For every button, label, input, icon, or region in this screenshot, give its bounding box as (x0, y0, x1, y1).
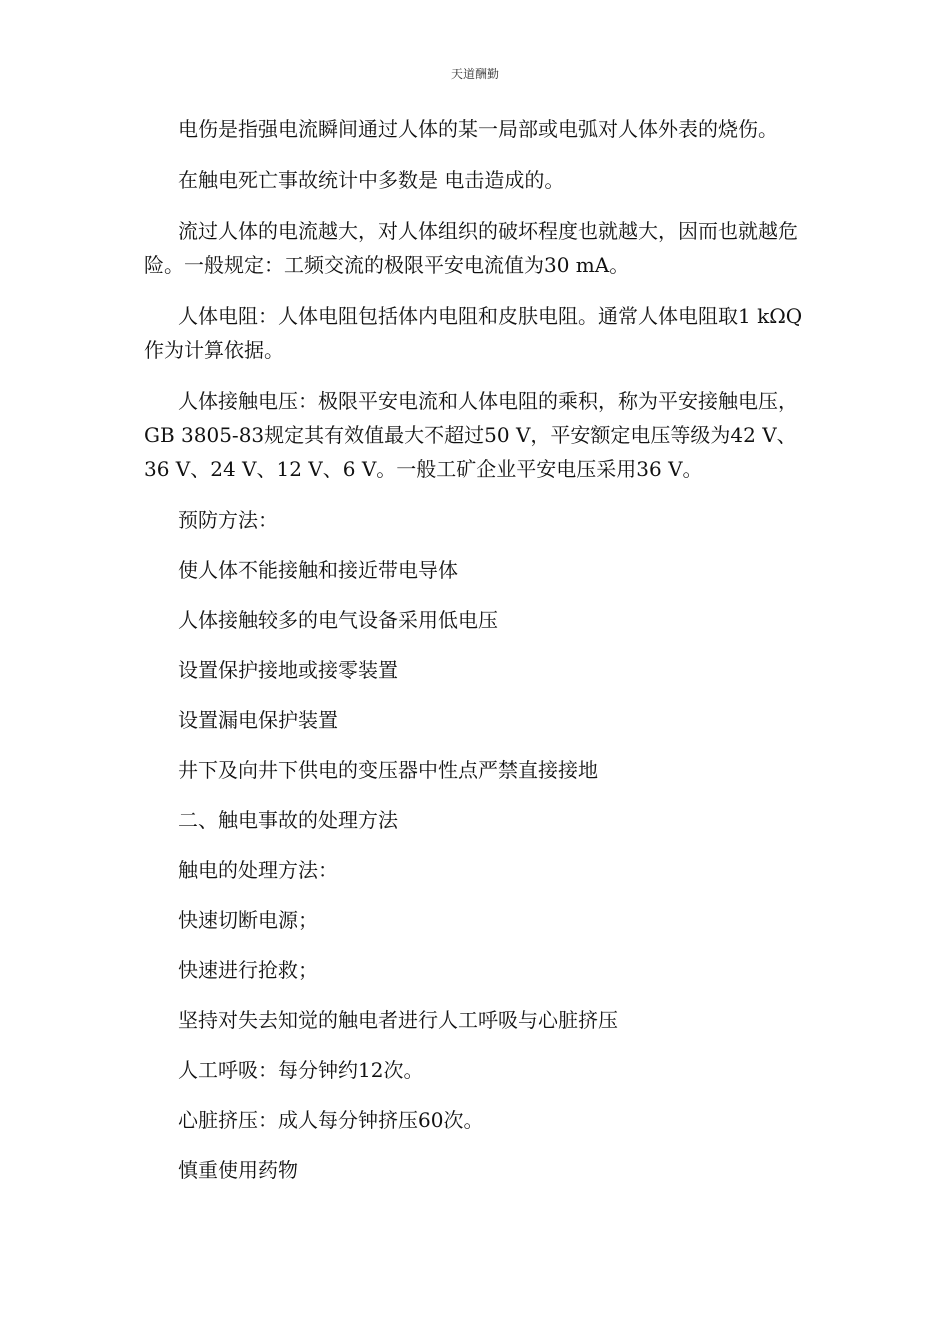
list-item-handling-3: 坚持对失去知觉的触电者进行人工呼吸与心脏挤压 (178, 1008, 618, 1032)
document-body (144, 112, 806, 1203)
list-item-artificial-respiration: 人工呼吸：每分钟约12次。 (178, 1058, 424, 1082)
paragraph-electric-injury: 电伤是指强电流瞬间通过人体的某一局部或电弧对人体外表的烧伤。 (178, 117, 778, 141)
list-item-prevention-5: 井下及向井下供电的变压器中性点严禁直接接地 (178, 758, 598, 782)
list-item-heart-compression: 心脏挤压：成人每分钟挤压60次。 (178, 1108, 484, 1132)
section-heading-accident-handling: 二、触电事故的处理方法 (178, 808, 398, 832)
paragraph-body-resistance: 人体电阻：人体电阻包括体内电阻和皮肤电阻。通常人体电阻取1 kΩQ作为计算依据。 (144, 304, 803, 362)
heading-handling-methods: 触电的处理方法： (178, 858, 338, 882)
paragraph-current-limit: 流过人体的电流越大，对人体组织的破坏程度也就越大，因而也就越危险。一般规定：工频交流的极限平安电流值为30 mA。 (144, 219, 798, 277)
list-item-prevention-3: 设置保护接地或接零装置 (178, 658, 398, 682)
paragraph-death-statistics: 在触电死亡事故统计中多数是 电击造成的。 (178, 168, 565, 192)
list-item-handling-2: 快速进行抢救； (178, 958, 318, 982)
paragraph-contact-voltage: 人体接触电压：极限平安电流和人体电阻的乘积，称为平安接触电压， GB 3805-83规定其有效值最大不超过50 V，平安额定电压等级为42 V、36 V、24 V、12 V、6 V。一般工矿企业平安电压采用36 V。 (144, 389, 798, 481)
page-header: 天道酬勤 (450, 67, 499, 81)
list-item-prevention-4: 设置漏电保护装置 (178, 708, 338, 732)
list-item-handling-1: 快速切断电源； (178, 908, 318, 932)
list-item-medication: 慎重使用药物 (178, 1158, 298, 1182)
heading-prevention-methods: 预防方法： (178, 508, 278, 532)
list-item-prevention-2: 人体接触较多的电气设备采用低电压 (178, 608, 498, 632)
list-item-prevention-1: 使人体不能接触和接近带电导体 (178, 558, 458, 582)
